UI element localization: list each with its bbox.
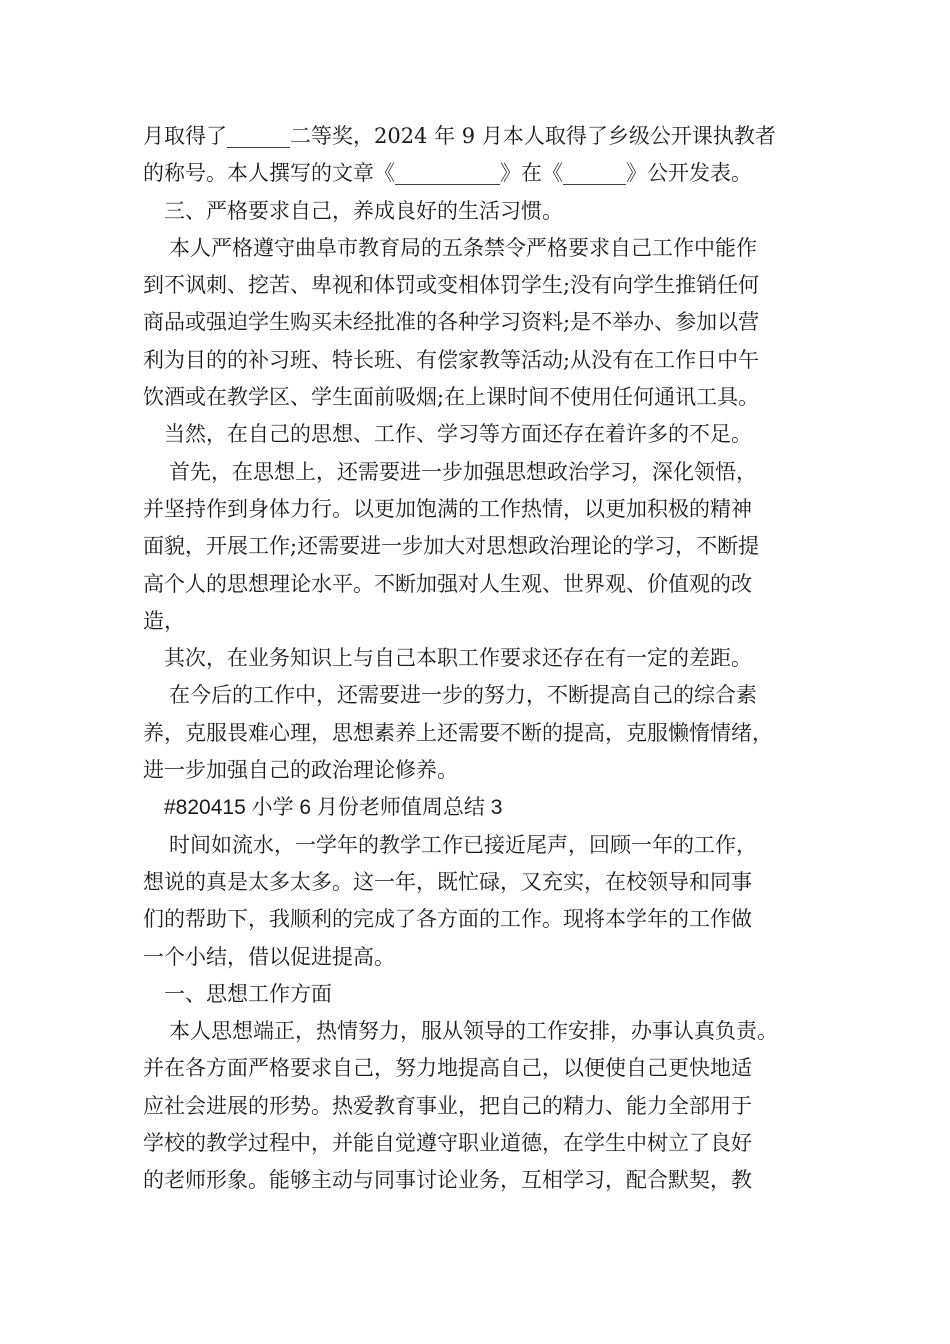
text-line: 造， xyxy=(143,608,185,633)
section-title: #820415 小学 6 月份老师值周总结 3 xyxy=(164,796,503,820)
text-line: 进一步加强自己的政治理论修养。 xyxy=(143,758,458,783)
text-line: 并坚持作到身体力行。以更加饱满的工作热情，以更加积极的精神 xyxy=(143,496,752,521)
text-line: 饮酒或在教学区、学生面前吸烟;在上课时间不使用任何通讯工具。 xyxy=(143,385,760,410)
text-line: 本人严格遵守曲阜市教育局的五条禁令严格要求自己工作中能作 xyxy=(169,235,757,260)
text-line: 商品或强迫学生购买未经批准的各种学习资料;是不举办、参加以营 xyxy=(143,310,760,335)
text-line: 面貌，开展工作;还需要进一步加大对思想政治理论的学习，不断提 xyxy=(143,534,760,559)
text-line: 其次，在业务知识上与自己本职工作要求还存在有一定的差距。 xyxy=(164,646,752,671)
text-line: 并在各方面严格要求自己，努力地提高自己，以便使自己更快地适 xyxy=(143,1056,752,1081)
text-line: 的老师形象。能够主动与同事讨论业务，互相学习，配合默契，教 xyxy=(143,1168,752,1193)
text-line: 学校的教学过程中，并能自觉遵守职业道德，在学生中树立了良好 xyxy=(143,1131,752,1156)
text-line: 首先，在思想上，还需要进一步加强思想政治学习，深化领悟， xyxy=(169,459,757,484)
section-heading: 一、思想工作方面 xyxy=(164,981,332,1006)
text-line: 应社会进展的形势。热爱教育事业，把自己的精力、能力全部用于 xyxy=(143,1093,752,1118)
section-heading: 三、严格要求自己，养成良好的生活习惯。 xyxy=(164,198,563,223)
text-line: 本人思想端正，热情努力，服从领导的工作安排，办事认真负责。 xyxy=(169,1019,778,1044)
text-line: 到不讽刺、挖苦、卑视和体罚或变相体罚学生;没有向学生推销任何 xyxy=(143,273,760,298)
text-line: 月取得了______二等奖，2024 年 9 月本人取得了乡级公开课执教者 xyxy=(143,124,776,148)
text-line: 想说的真是太多太多。这一年，既忙碌，又充实，在校领导和同事 xyxy=(143,869,752,894)
document-body xyxy=(143,118,833,1200)
text-line: 时间如流水，一学年的教学工作已接近尾声，回顾一年的工作， xyxy=(169,832,757,857)
text-line: 在今后的工作中，还需要进一步的努力，不断提高自己的综合素 xyxy=(169,683,757,708)
text-line: 利为目的的补习班、特长班、有偿家教等活动;从没有在工作日中午 xyxy=(143,347,760,372)
text-line: 高个人的思想理论水平。不断加强对人生观、世界观、价值观的改 xyxy=(143,571,752,596)
text-line: 养，克服畏难心理，思想素养上还需要不断的提高，克服懒惰情绪， xyxy=(143,720,773,745)
text-line: 的称号。本人撰写的文章《__________》在《______》公开发表。 xyxy=(143,161,752,186)
text-line: 一个小结，借以促进提高。 xyxy=(143,944,395,969)
text-line: 们的帮助下，我顺利的完成了各方面的工作。现将本学年的工作做 xyxy=(143,907,752,932)
text-line: 当然，在自己的思想、工作、学习等方面还存在着许多的不足。 xyxy=(164,422,752,447)
